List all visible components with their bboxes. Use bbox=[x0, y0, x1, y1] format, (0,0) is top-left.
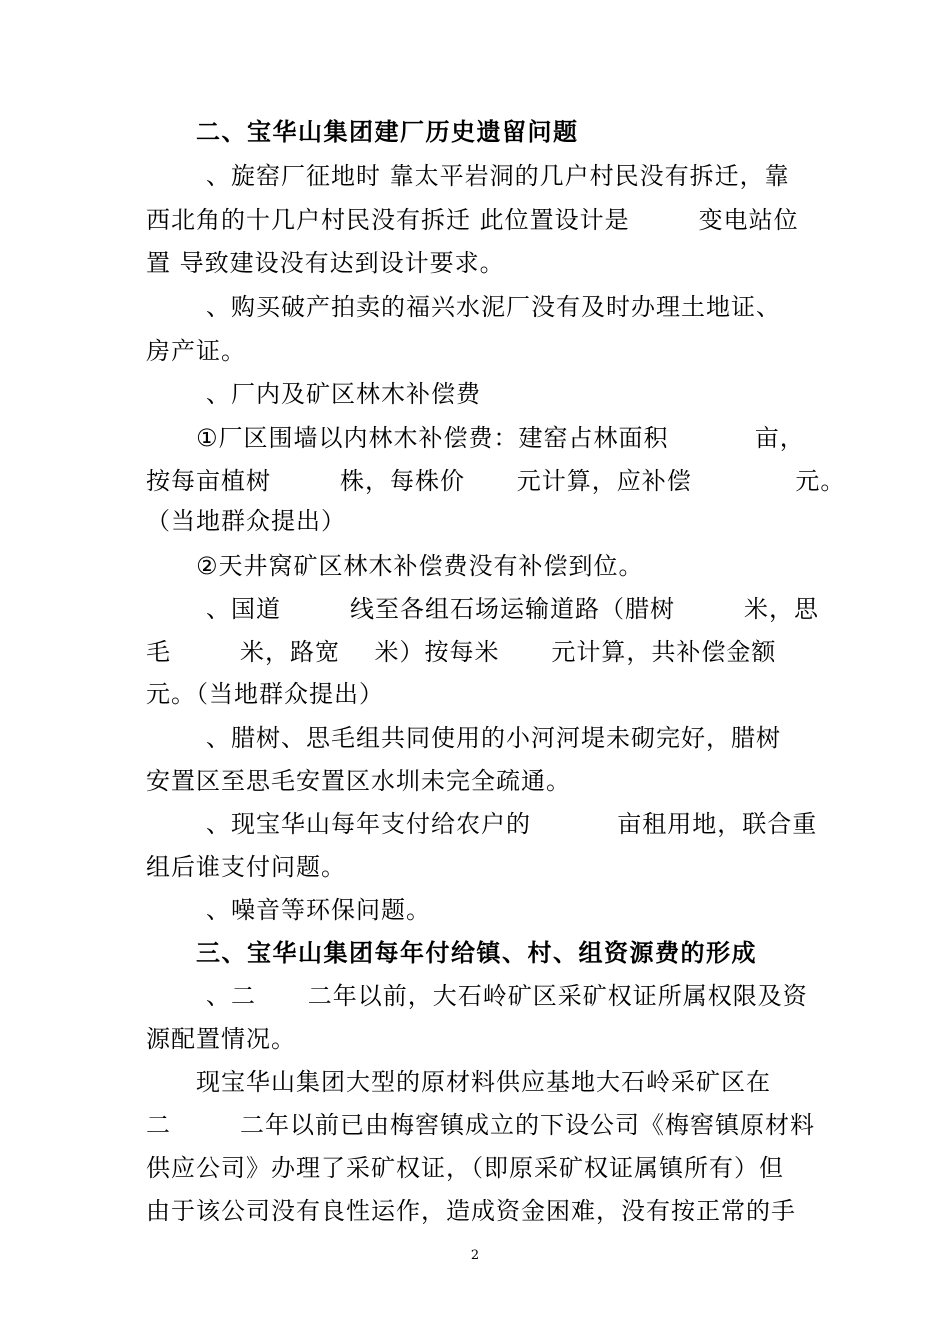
body-line: 、腊树、思毛组共同使用的小河河堤未砌完好，腊树 bbox=[206, 724, 781, 752]
body-line: 、购买破产拍卖的福兴水泥厂没有及时办理土地证、 bbox=[206, 293, 781, 321]
body-line: 房产证。 bbox=[146, 337, 246, 365]
body-line: （当地群众提出） bbox=[146, 507, 346, 535]
body-line: 安置区至思毛安置区水圳未完全疏通。 bbox=[146, 767, 571, 795]
body-line: 、二 二年以前，大石岭矿区采矿权证所属权限及资 bbox=[206, 982, 808, 1010]
body-line: 元。（当地群众提出） bbox=[146, 680, 384, 708]
body-line: 、国道 线至各组石场运输道路（腊树 米，思 bbox=[206, 595, 820, 623]
body-line: 、厂内及矿区林木补偿费 bbox=[206, 380, 481, 408]
body-line: 、噪音等环保问题。 bbox=[206, 896, 431, 924]
section-heading-2: 二、宝华山集团建厂历史遗留问题 bbox=[196, 118, 579, 146]
body-line: 按每亩植树 株，每株价 元计算，应补偿 元。 bbox=[146, 467, 846, 495]
body-line: 二 二年以前已由梅窖镇成立的下设公司《梅窖镇原材料 bbox=[146, 1111, 816, 1139]
body-line: 现宝华山集团大型的原材料供应基地大石岭采矿区在 bbox=[196, 1068, 771, 1096]
body-line: 毛 米，路宽 米）按每米 元计算，共补偿金额 bbox=[146, 638, 777, 666]
page-number: 2 bbox=[470, 1248, 480, 1263]
body-line: ②天井窝矿区林木补偿费没有补偿到位。 bbox=[196, 552, 644, 580]
body-line: 供应公司》办理了采矿权证，（即原采矿权证属镇所有）但 bbox=[146, 1154, 784, 1182]
body-line: 由于该公司没有良性运作，造成资金困难，没有按正常的手 bbox=[146, 1197, 796, 1225]
body-line: ①厂区围墙以内林木补偿费：建窑占林面积 亩， bbox=[196, 424, 805, 452]
body-line: 组后谁支付问题。 bbox=[146, 853, 346, 881]
body-line: 西北角的十几户村民没有拆迁 此位置设计是 变电站位 bbox=[146, 206, 799, 234]
section-heading-3: 三、宝华山集团每年付给镇、村、组资源费的形成 bbox=[196, 939, 757, 967]
body-line: 、现宝华山每年支付给农户的 亩租用地，联合重 bbox=[206, 810, 818, 838]
body-line: 置 导致建设没有达到设计要求。 bbox=[146, 249, 505, 277]
body-line: 、旋窑厂征地时 靠太平岩洞的几户村民没有拆迁，靠 bbox=[206, 162, 790, 190]
body-line: 源配置情况。 bbox=[146, 1025, 296, 1053]
